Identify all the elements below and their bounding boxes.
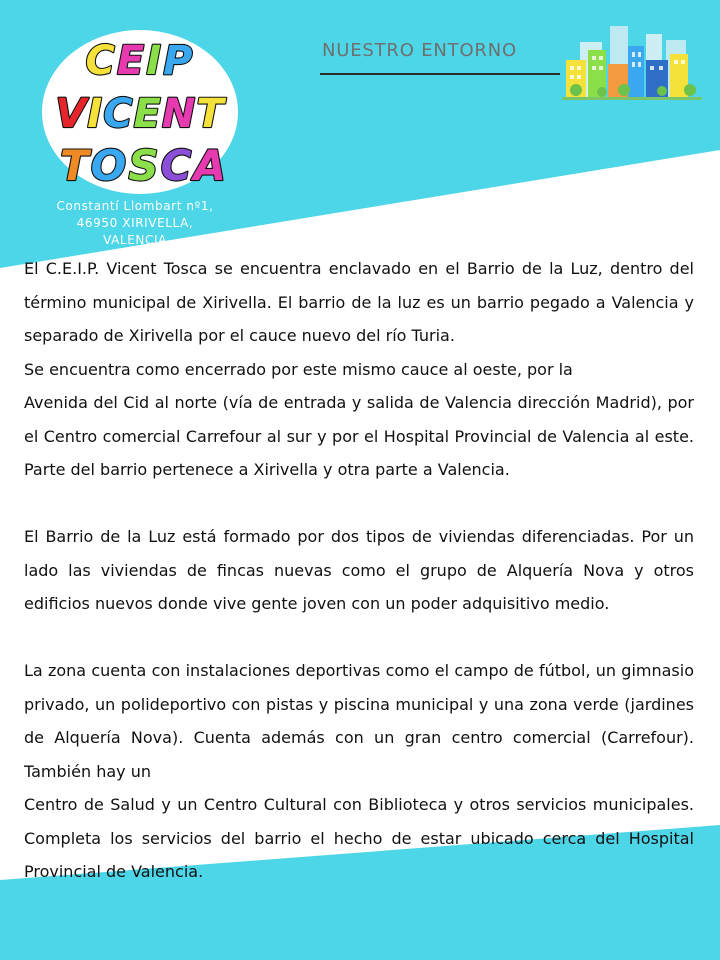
address-line: Constantí Llombart nº1, [56, 199, 214, 213]
title-underline [320, 73, 560, 75]
paragraph: Centro de Salud y un Centro Cultural con Biblioteca y otros servicios municipales. Completa los servicios del barrio el hecho de estar ubicado cerca del Hospital Provincial de Valencia. [24, 795, 694, 881]
paragraph: El C.E.I.P. Vicent Tosca se encuentra enclavado en el Barrio de la Luz, dentro del término municipal de Xirivella. El barrio de la luz es un barrio pegado a Valencia y separado de Xirivella por el cauce nuevo del río Turia. [24, 259, 694, 345]
logo-word-tosca: TOSCA [60, 141, 228, 190]
paragraph: La zona cuenta con instalaciones deportivas como el campo de fútbol, un gimnasio privado, un polideportivo con pistas y piscina municipal y una zona verde (jardines de Alquería Nova). Cuenta además con un gran centro comercial (Carrefour). También hay un [24, 661, 694, 781]
address-line: 46950 XIRIVELLA, [76, 216, 194, 230]
paragraph: El Barrio de la Luz está formado por dos tipos de viviendas diferenciadas. Por un lado las viviendas de fincas nuevas como el grupo de Alquería Nova y otros edificios nuevos donde vive gente joven con un poder adquisitivo medio. [24, 527, 694, 613]
address-line: VALENCIA [103, 233, 167, 247]
paragraph-gap [24, 621, 694, 655]
city-skyline-illustration [562, 20, 702, 105]
paragraph: Se encuentra como encerrado por este mismo cauce al oeste, por la [24, 359, 573, 379]
page-title: NUESTRO ENTORNO [322, 40, 517, 61]
logo-word-vicent: VICENT [55, 91, 225, 137]
article-body [24, 252, 694, 889]
school-address [40, 198, 230, 249]
school-logo [28, 28, 253, 198]
paragraph-gap [24, 487, 694, 521]
logo-word-ceip: CEIP [85, 38, 195, 84]
paragraph: Avenida del Cid al norte (vía de entrada y salida de Valencia dirección Madrid), por el Centro comercial Carrefour al sur y por el Hospital Provincial de Valencia al este. Parte del barrio pertenece a Xirivella y otra parte a Valencia. [24, 393, 694, 479]
